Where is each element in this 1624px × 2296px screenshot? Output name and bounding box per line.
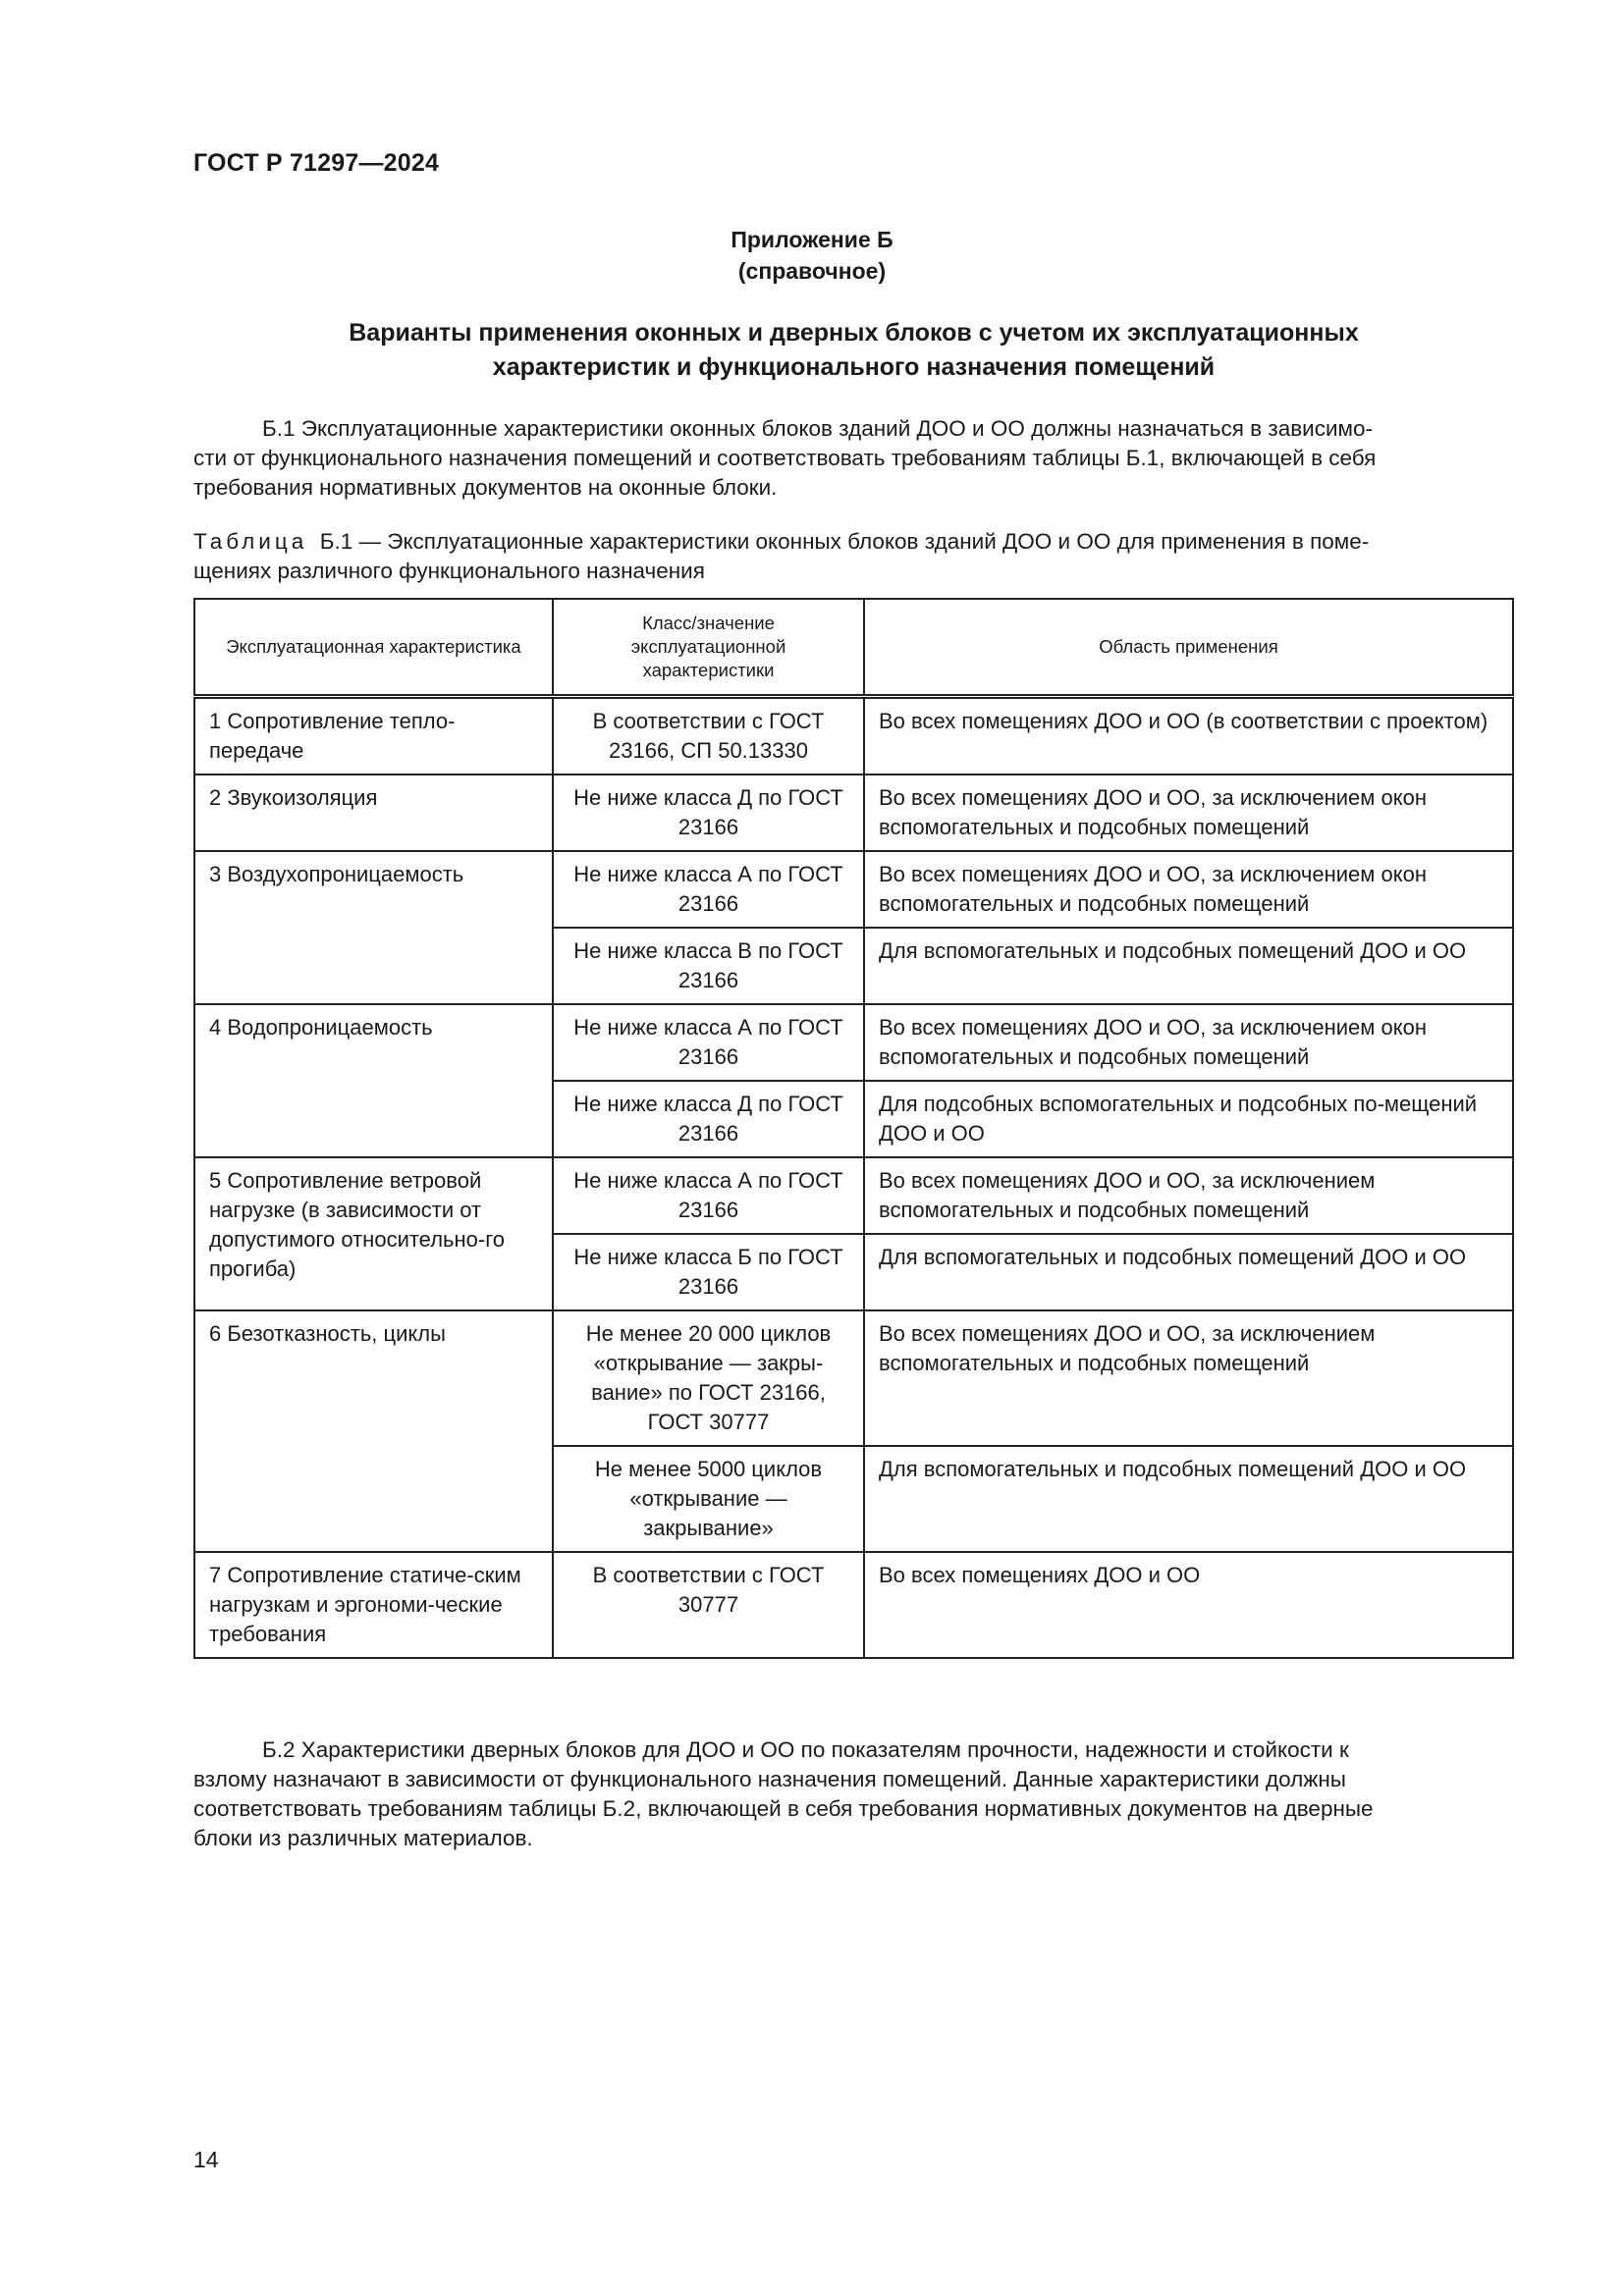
scope-cell: Для вспомогательных и подсобных помещений ДОО и ОО [864,1446,1513,1552]
characteristic-cell: 1 Сопротивление тепло-передаче [194,697,553,775]
appendix-kind: (справочное) [737,258,887,284]
caption-line-2: щениях различного функционального назначения [193,559,705,583]
column-header: Класс/значение эксплуатационной характеристики [553,599,864,697]
column-header: Эксплуатационная характеристика [194,599,553,697]
appendix-title [193,316,1514,385]
table-b1 [193,598,1514,1659]
characteristic-cell: 7 Сопротивление статиче-ским нагрузкам и эргономи-ческие требования [194,1552,553,1658]
column-header: Область применения [864,599,1513,697]
caption-text: Б.1 — Эксплуатационные характеристики оконных блоков зданий ДОО и ОО для применения в поме- [319,529,1370,554]
table-caption [193,527,1514,586]
table-row [194,774,1513,851]
class-cell: Не ниже класса А по ГОСТ 23166 [553,1004,864,1081]
paragraph-line: взлому назначают в зависимости от функционального назначения помещений. Данные характеристики должны [193,1767,1346,1791]
class-cell: Не ниже класса Б по ГОСТ 23166 [553,1234,864,1310]
scope-cell: Для подсобных вспомогательных и подсобных по-мещений ДОО и ОО [864,1081,1513,1157]
document-header: ГОСТ Р 71297—2024 [193,149,440,177]
class-cell: Не ниже класса А по ГОСТ 23166 [553,851,864,928]
class-cell: Не менее 20 000 циклов «открывание — закры-вание» по ГОСТ 23166, ГОСТ 30777 [553,1310,864,1446]
table-row [194,697,1513,775]
title-line-2: характеристик и функционального назначения помещений [492,353,1216,381]
scope-cell: Для вспомогательных и подсобных помещений ДОО и ОО [864,1234,1513,1310]
scope-cell: Во всех помещениях ДОО и ОО, за исключением окон вспомогательных и подсобных помещений [864,774,1513,851]
characteristic-cell: 2 Звукоизоляция [194,774,553,851]
paragraph-line: Б.2 Характеристики дверных блоков для ДОО и ОО по показателям прочности, надежности и стойкости к [262,1737,1349,1762]
table-row [194,1552,1513,1658]
class-cell: Не менее 5000 циклов «открывание — закрывание» [553,1446,864,1552]
scope-cell: Для вспомогательных и подсобных помещений ДОО и ОО [864,928,1513,1004]
paragraph-b1 [193,414,1514,503]
paragraph-line: сти от функционального назначения помещений и соответствовать требованиям таблицы Б.1, включающей в себя [193,446,1377,470]
title-line-1: Варианты применения оконных и дверных блоков с учетом их эксплуатационных [349,319,1359,347]
class-cell: Не ниже класса Д по ГОСТ 23166 [553,774,864,851]
scope-cell: Во всех помещениях ДОО и ОО, за исключением вспомогательных и подсобных помещений [864,1157,1513,1234]
page-number: 14 [193,2147,219,2172]
scope-cell: Во всех помещениях ДОО и ОО (в соответствии с проектом) [864,697,1513,775]
characteristic-cell: 4 Водопроницаемость [194,1004,553,1157]
appendix-label: Приложение Б [731,227,893,252]
scope-cell: Во всех помещениях ДОО и ОО, за исключением вспомогательных и подсобных помещений [864,1310,1513,1446]
class-cell: Не ниже класса А по ГОСТ 23166 [553,1157,864,1234]
class-cell: В соответствии с ГОСТ 30777 [553,1552,864,1658]
class-cell: Не ниже класса Д по ГОСТ 23166 [553,1081,864,1157]
paragraph-line: соответствовать требованиям таблицы Б.2, включающей в себя требования нормативных документов на дверные [193,1796,1374,1821]
characteristic-cell: 5 Сопротивление ветровой нагрузке (в зависимости от допустимого относительно-го прогиба) [194,1157,553,1310]
characteristic-cell: 3 Воздухопроницаемость [194,851,553,1004]
scope-cell: Во всех помещениях ДОО и ОО, за исключением окон вспомогательных и подсобных помещений [864,851,1513,928]
class-cell: В соответствии с ГОСТ 23166, СП 50.13330 [553,697,864,775]
table-header-row [194,599,1513,697]
paragraph-line: Б.1 Эксплуатационные характеристики оконных блоков зданий ДОО и ОО должны назначаться в зависимо- [262,416,1374,441]
caption-word: Таблица [193,529,308,554]
appendix-heading [0,224,1624,287]
paragraph-line: блоки из различных материалов. [193,1826,533,1850]
paragraph-line: требования нормативных документов на оконные блоки. [193,475,778,500]
class-cell: Не ниже класса В по ГОСТ 23166 [553,928,864,1004]
paragraph-b2 [193,1735,1514,1853]
scope-cell: Во всех помещениях ДОО и ОО [864,1552,1513,1658]
table-row [194,1310,1513,1446]
characteristic-cell: 6 Безотказность, циклы [194,1310,553,1552]
table-row [194,851,1513,928]
table-row [194,1004,1513,1081]
table-row [194,1157,1513,1234]
scope-cell: Во всех помещениях ДОО и ОО, за исключением окон вспомогательных и подсобных помещений [864,1004,1513,1081]
